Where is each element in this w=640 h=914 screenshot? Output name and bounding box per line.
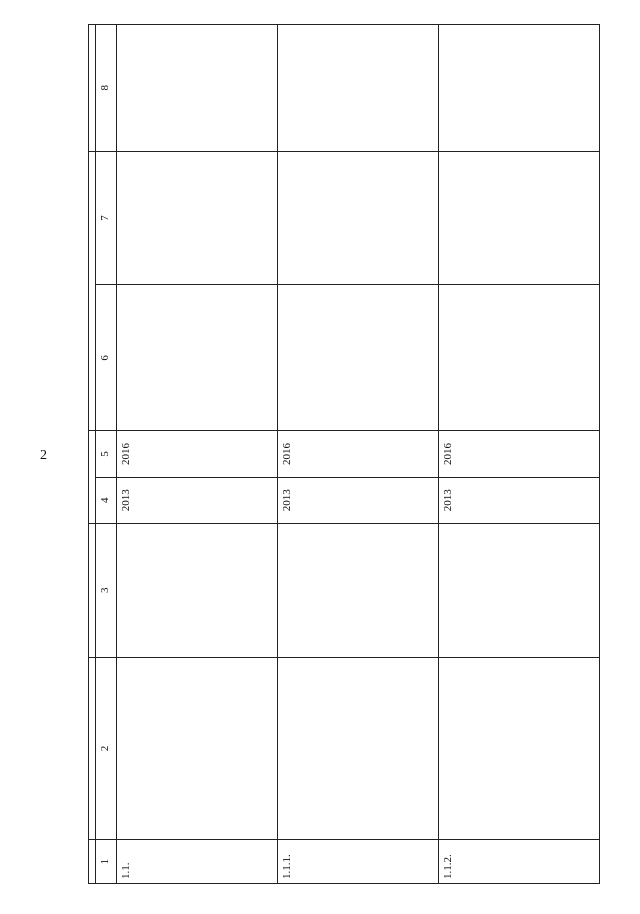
header-cell: [89, 431, 96, 523]
table-row: [439, 25, 600, 884]
header-cell: [89, 840, 96, 884]
cell-blank: [278, 523, 439, 657]
start-year: 2013: [278, 477, 439, 523]
cell-blank: [439, 657, 600, 840]
cell-blank: [278, 151, 439, 285]
cell-blank: [278, 25, 439, 152]
column-index: 6: [96, 285, 117, 431]
cell-blank: [278, 657, 439, 840]
header-row: [89, 25, 96, 884]
cell-blank: [117, 151, 278, 285]
cell-blank: [439, 151, 600, 285]
cell-blank: [117, 285, 278, 431]
cell-blank: [439, 25, 600, 152]
row-number: 1.1.2.: [439, 840, 600, 884]
start-year: 2013: [117, 477, 278, 523]
column-index: 2: [96, 657, 117, 840]
column-index: 1: [96, 840, 117, 884]
table-rotor: [88, 24, 600, 884]
row-number: 1.1.: [117, 840, 278, 884]
start-year: 2013: [439, 477, 600, 523]
header-cell: [89, 523, 96, 657]
table-row: [117, 25, 278, 884]
column-index: 3: [96, 523, 117, 657]
cell-blank: [439, 523, 600, 657]
column-index-row: [96, 25, 117, 884]
cell-blank: [117, 25, 278, 152]
column-index: 4: [96, 477, 117, 523]
header-cell: [89, 25, 96, 152]
column-index: 7: [96, 151, 117, 285]
header-cell: [89, 657, 96, 840]
cell-blank: [439, 285, 600, 431]
table-row: [278, 25, 439, 884]
end-year: 2016: [439, 431, 600, 477]
page-number: 2: [40, 448, 47, 463]
cell-blank: [278, 285, 439, 431]
column-index: 5: [96, 431, 117, 477]
cell-blank: [117, 523, 278, 657]
end-year: 2016: [117, 431, 278, 477]
row-number: 1.1.1.: [278, 840, 439, 884]
measures-table: [88, 24, 600, 884]
cell-blank: [117, 657, 278, 840]
header-cell: [89, 151, 96, 431]
column-index: 8: [96, 25, 117, 152]
end-year: 2016: [278, 431, 439, 477]
